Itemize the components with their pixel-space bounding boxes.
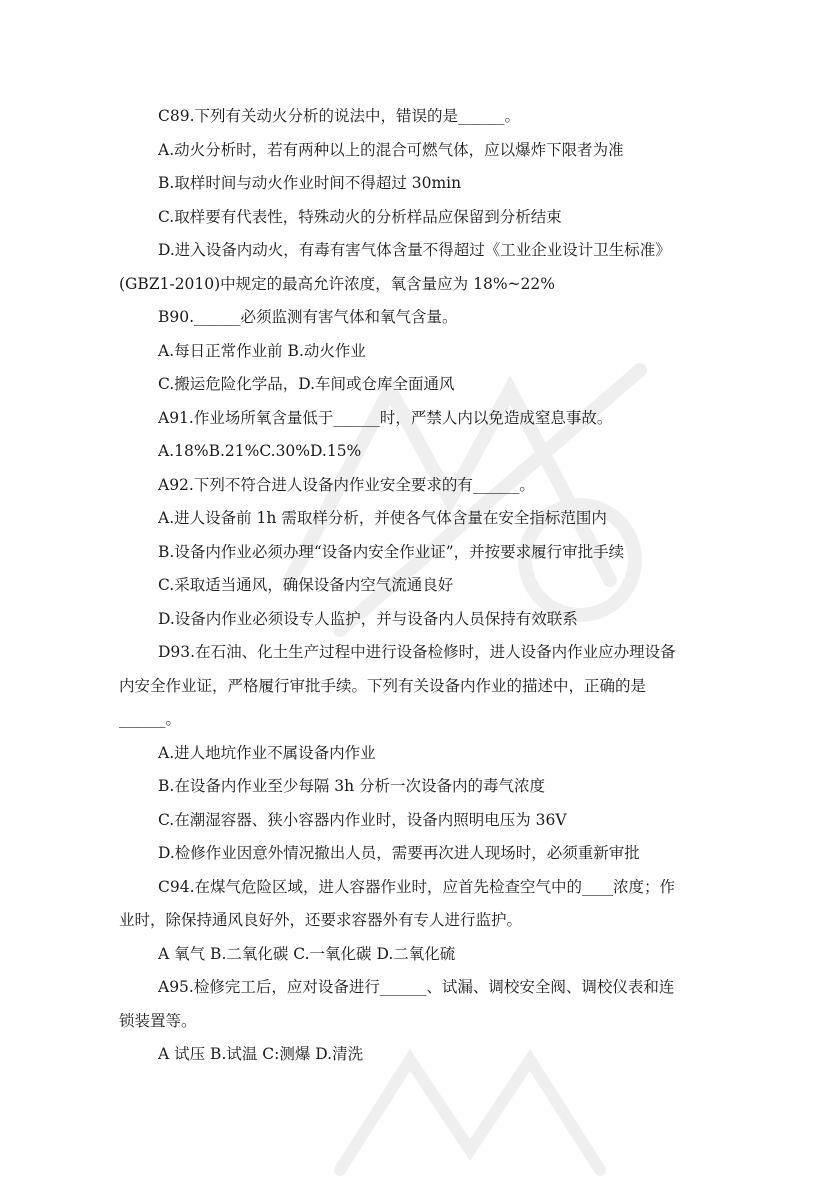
question-b90: B90.______必须监测有害气体和氧气含量。: [158, 308, 458, 326]
question-d93-continued: 内安全作业证，严格履行审批手续。下列有关设备内作业的描述中，正确的是: [119, 676, 647, 695]
option-line: B.设备内作业必须办理“设备内安全作业证”，并按要求履行审批手续: [158, 542, 625, 561]
question-a95-continued: 锁装置等。: [119, 1011, 197, 1030]
option-line: A 试压 B.试温 C:测爆 D.清洗: [158, 1045, 364, 1063]
option-line: D.检修作业因意外情况撤出人员，需要再次进人现场时，必须重新审批: [158, 844, 640, 862]
question-d93-blank: ______。: [119, 710, 182, 728]
option-line: A.进人设备前 1h 需取样分析，并使各气体含量在安全指标范围内: [158, 509, 607, 527]
question-c89: C89.下列有关动火分析的说法中，错误的是______。: [158, 107, 521, 125]
option-line: A.每日正常作业前 B.动火作业: [158, 341, 366, 360]
option-line: C.在潮湿容器、狭小容器内作业时，设备内照明电压为 36V: [158, 810, 567, 829]
option-line-continued: (GBZ1-2010)中规定的最高允许浓度，氧含量应为 18%~22%: [119, 274, 555, 293]
question-a92: A92.下列不符合进人设备内作业安全要求的有______。: [158, 475, 535, 494]
option-line: D.设备内作业必须设专人监护，并与设备内人员保持有效联系: [158, 609, 578, 628]
option-line: A 氧气 B.二氧化碳 C.一氧化碳 D.二氧化硫: [158, 944, 456, 963]
option-line: A.进人地坑作业不属设备内作业: [158, 743, 376, 762]
question-c94-continued: 业时，除保持通风良好外，还要求容器外有专人进行监护。: [119, 911, 523, 929]
question-a91: A91.作业场所氧含量低于______时，严禁人内以免造成窒息事故。: [158, 408, 613, 427]
option-line: C.取样要有代表性，特殊动火的分析样品应保留到分析结束: [158, 207, 562, 226]
option-line: A.动火分析时，若有两种以上的混合可燃气体，应以爆炸下限者为准: [158, 140, 624, 159]
option-line: C.采取适当通风，确保设备内空气流通良好: [158, 576, 454, 594]
option-line: C.搬运危险化学品，D.车间或仓库全面通风: [158, 375, 455, 393]
question-a95: A95.检修完工后，应对设备进行______、试漏、调校安全阀、调校仪表和连: [158, 978, 675, 996]
option-line: A.18%B.21%C.30%D.15%: [158, 442, 362, 460]
document-body: [120, 100, 715, 1072]
option-line: D.进入设备内动火，有毒有害气体含量不得超过《工业企业设计卫生标准》: [158, 241, 671, 259]
option-line: B.取样时间与动火作业时间不得超过 30min: [158, 174, 462, 192]
question-c94: C94.在煤气危险区域，进人容器作业时，应首先检查空气中的____浓度；作: [158, 877, 676, 896]
question-d93: D93.在石油、化土生产过程中进行设备检修时，进人设备内作业应办理设备: [158, 643, 676, 661]
option-line: B.在设备内作业至少每隔 3h 分析一次设备内的毒气浓度: [158, 777, 546, 795]
